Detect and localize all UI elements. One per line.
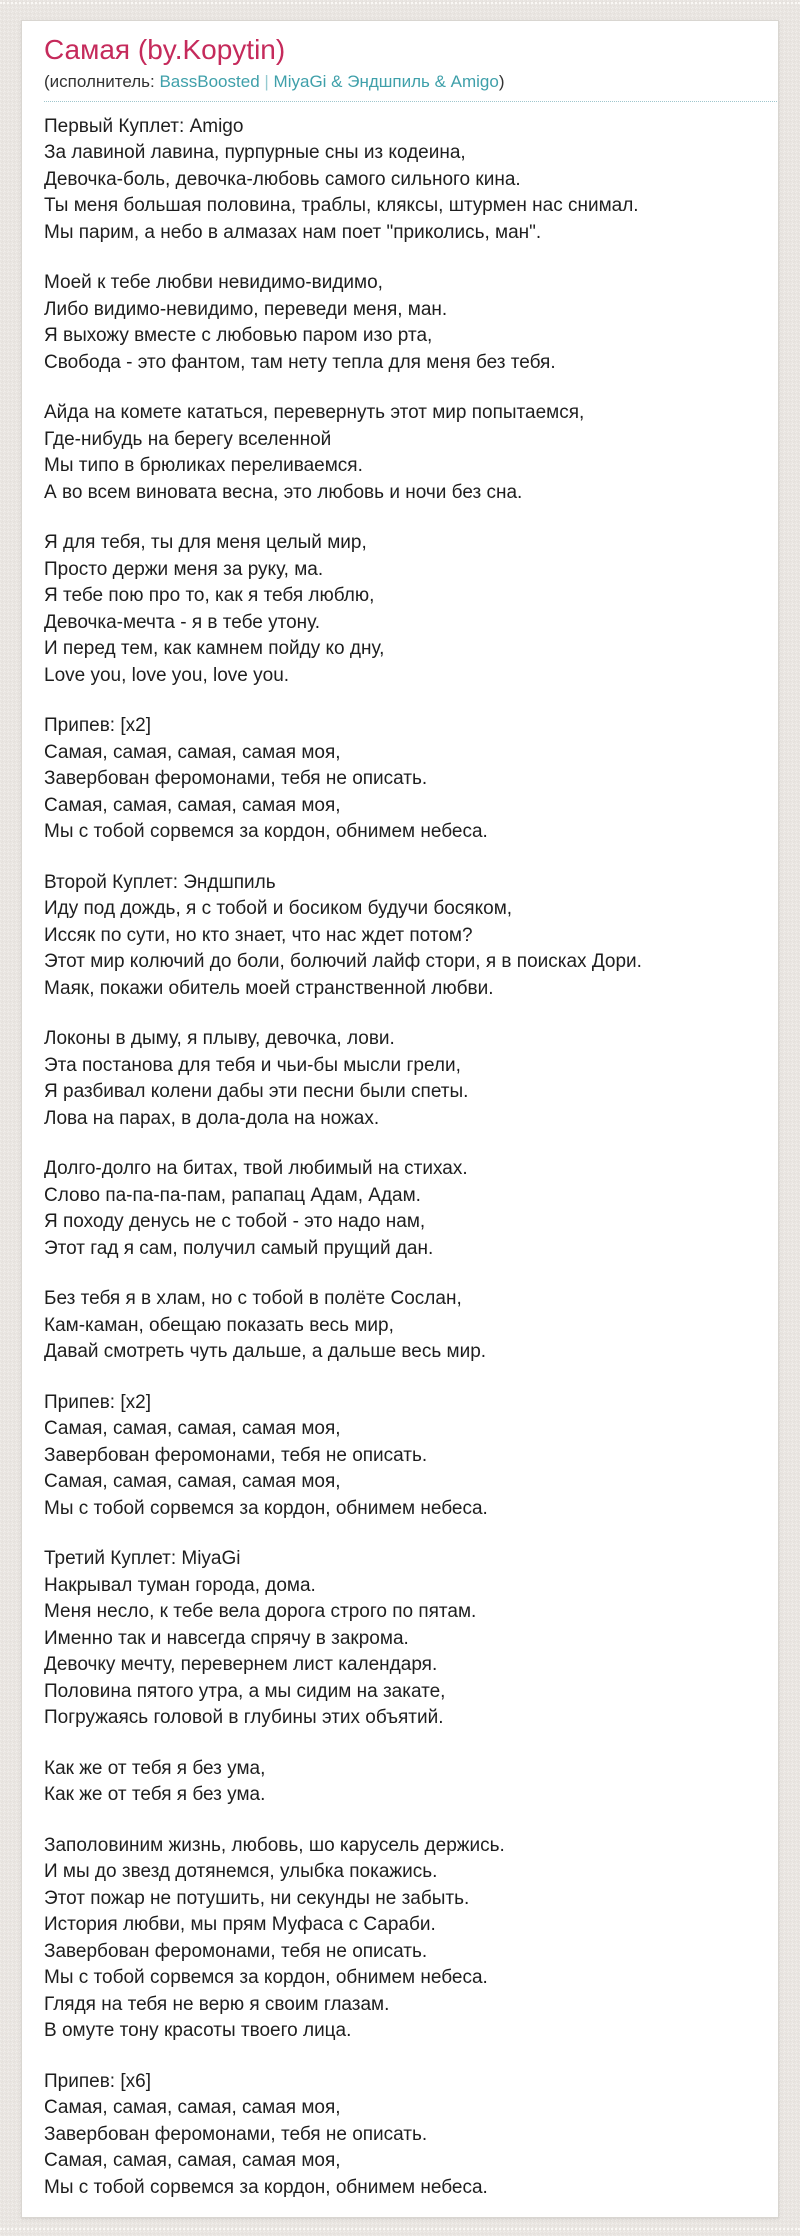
lyric-line: Второй Куплет: Эндшпиль — [44, 871, 276, 893]
lyric-line: Долго-долго на битах, твой любимый на стихах. — [44, 1158, 468, 1180]
lyric-line: Слово па-па-па-пам, рапапац Адам, Адам. — [44, 1184, 421, 1206]
lyric-line: Иссяк по сути, но кто знает, что нас ждет потом? — [44, 924, 473, 946]
lyric-line: Самая, самая, самая, самая моя, — [44, 2150, 341, 2172]
stanza — [44, 1156, 757, 1262]
stanza — [44, 1286, 757, 1366]
lyric-line: Ты меня большая половина, траблы, кляксы, штурмен нас снимал. — [44, 195, 639, 217]
lyric-line: Я тебе пою про то, как я тебя люблю, — [44, 585, 375, 607]
stanza — [44, 530, 757, 689]
top-dotted-border — [0, 2, 800, 4]
lyric-line: Свобода - это фантом, там нету тепла для меня без тебя. — [44, 351, 556, 373]
lyric-line: Либо видимо-невидимо, переведи меня, ман. — [44, 298, 448, 320]
artist-link-miyagi-endshpil-amigo[interactable]: MiyaGi & Эндшпиль & Amigo — [273, 71, 499, 91]
lyric-line: История любви, мы прям Муфаса с Сараби. — [44, 1914, 436, 1936]
lyric-line: Самая, самая, самая, самая моя, — [44, 1418, 341, 1440]
lyric-line: Глядя на тебя не верю я своим глазам. — [44, 1993, 390, 2015]
stanza — [44, 1833, 757, 2045]
lyric-line: Просто держи меня за руку, ма. — [44, 558, 324, 580]
stanza — [44, 270, 757, 376]
lyric-line: Мы с тобой сорвемся за кордон, обнимем небеса. — [44, 2176, 488, 2198]
lyric-line: Первый Куплет: Amigo — [44, 115, 244, 137]
lyric-line: Love you, love you, love you. — [44, 664, 290, 686]
performer-label: (исполнитель: — [44, 71, 155, 91]
lyric-line: Мы с тобой сорвемся за кордон, обнимем небеса. — [44, 1497, 488, 1519]
lyric-line: Лова на парах, в дола-дола на ножах. — [44, 1107, 380, 1129]
lyric-line: Девочку мечту, перевернем лист календаря. — [44, 1654, 438, 1676]
lyric-line: Кам-каман, обещаю показать весь мир, — [44, 1314, 394, 1336]
lyric-line: Локоны в дыму, я плыву, девочка, лови. — [44, 1028, 395, 1050]
lyric-line: В омуте тону красоты твоего лица. — [44, 2020, 352, 2042]
bottom-dotted-border — [0, 2228, 800, 2230]
lyric-line: Моей к тебе любви невидимо-видимо, — [44, 272, 383, 294]
lyric-line: Этот пожар не потушить, ни секунды не забыть. — [44, 1887, 470, 1909]
lyric-line: Припев: [x2] — [44, 715, 151, 737]
lyric-line: Завербован феромонами, тебя не описать. — [44, 2123, 428, 2145]
lyric-line: Где-нибудь на берегу вселенной — [44, 428, 332, 450]
lyric-line: Накрывал туман города, дома. — [44, 1574, 316, 1596]
lyric-line: Мы типо в брюликах переливаемся. — [44, 455, 363, 477]
stanza — [44, 1390, 757, 1523]
lyric-line: Иду под дождь, я с тобой и босиком будучи босяком, — [44, 898, 513, 920]
lyric-line: Третий Куплет: MiyaGi — [44, 1548, 241, 1570]
lyric-line: Самая, самая, самая, самая моя, — [44, 741, 341, 763]
lyric-line: Припев: [x6] — [44, 2070, 151, 2092]
dotted-divider — [44, 101, 777, 102]
lyric-line: Самая, самая, самая, самая моя, — [44, 2097, 341, 2119]
artist-link-bassboosted[interactable]: BassBoosted — [159, 71, 260, 91]
lyric-line: Заполовиним жизнь, любовь, шо карусель держись. — [44, 1834, 505, 1856]
closing-paren: ) — [498, 71, 505, 91]
lyric-line: Как же от тебя я без ума. — [44, 1784, 266, 1806]
lyric-line: Этот гад я сам, получил самый прущий дан. — [44, 1237, 434, 1259]
lyric-line: Самая, самая, самая, самая моя, — [44, 794, 341, 816]
stanza — [44, 1546, 757, 1732]
lyric-line: Половина пятого утра, а мы сидим на закате, — [44, 1680, 446, 1702]
lyric-line: Айда на комете кататься, перевернуть этот мир попытаемся, — [44, 402, 585, 424]
lyric-line: Самая, самая, самая, самая моя, — [44, 1471, 341, 1493]
lyric-line: А во всем виновата весна, это любовь и ночи без сна. — [44, 481, 523, 503]
stanza — [44, 114, 757, 247]
lyrics-card — [21, 20, 779, 2218]
artist-line — [44, 71, 757, 94]
lyric-line: Именно так и навсегда спрячу в закрома. — [44, 1627, 409, 1649]
lyric-line: Меня несло, к тебе вела дорога строго по пятам. — [44, 1601, 477, 1623]
lyric-line: Мы с тобой сорвемся за кордон, обнимем небеса. — [44, 1967, 488, 1989]
lyric-line: Завербован феромонами, тебя не описать. — [44, 768, 428, 790]
stanza — [44, 2069, 757, 2202]
lyric-line: Мы с тобой сорвемся за кордон, обнимем небеса. — [44, 821, 488, 843]
lyric-line: Припев: [x2] — [44, 1391, 151, 1413]
stanza — [44, 400, 757, 506]
lyric-line: Завербован феромонами, тебя не описать. — [44, 1940, 428, 1962]
lyric-line: Я походу денусь не с тобой - это надо нам, — [44, 1211, 426, 1233]
stanza — [44, 1756, 757, 1809]
lyrics-text — [44, 114, 757, 2202]
lyric-line: Я выхожу вместе с любовью паром изо рта, — [44, 325, 433, 347]
lyric-line: Эта постанова для тебя и чьи-бы мысли грели, — [44, 1054, 461, 1076]
page-title: Самая (by.Kopytin) — [44, 34, 286, 65]
lyric-line: Я разбивал колени дабы эти песни были спеты. — [44, 1081, 469, 1103]
lyric-line: И мы до звезд дотянемся, улыбка покажись. — [44, 1861, 438, 1883]
lyric-line: Завербован феромонами, тебя не описать. — [44, 1444, 428, 1466]
lyric-line: Погружаясь головой в глубины этих объятий. — [44, 1707, 444, 1729]
lyric-line: Девочка-мечта - я в тебе утону. — [44, 611, 321, 633]
lyric-line: Девочка-боль, девочка-любовь самого сильного кина. — [44, 168, 521, 190]
stanza — [44, 713, 757, 846]
artist-separator: | — [264, 71, 269, 91]
lyric-line: Давай смотреть чуть дальше, а дальше весь мир. — [44, 1341, 487, 1363]
stanza — [44, 870, 757, 1003]
stanza — [44, 1026, 757, 1132]
lyric-line: Без тебя я в хлам, но с тобой в полёте Сослан, — [44, 1288, 462, 1310]
lyric-line: Как же от тебя я без ума, — [44, 1757, 266, 1779]
lyric-line: Мы парим, а небо в алмазах нам поет "приколись, ман". — [44, 221, 542, 243]
lyric-line: И перед тем, как камнем пойду ко дну, — [44, 638, 385, 660]
lyric-line: За лавиной лавина, пурпурные сны из кодеина, — [44, 142, 466, 164]
lyric-line: Маяк, покажи обитель моей странственной любви. — [44, 977, 494, 999]
lyric-line: Этот мир колючий до боли, болючий лайф стори, я в поисках Дори. — [44, 951, 642, 973]
lyric-line: Я для тебя, ты для меня целый мир, — [44, 532, 367, 554]
